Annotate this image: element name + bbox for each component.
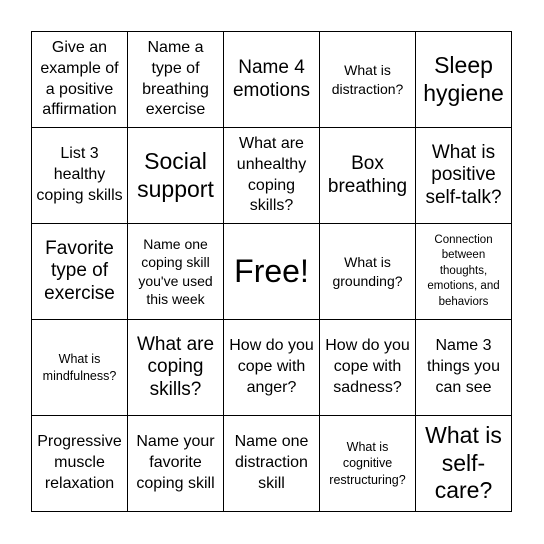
bingo-cell-r2c3[interactable] bbox=[224, 128, 320, 224]
bingo-cell-r2c4[interactable] bbox=[320, 128, 416, 224]
bingo-cell-r4c1[interactable] bbox=[32, 320, 128, 416]
cell-text: What is self-care? bbox=[425, 422, 502, 504]
bingo-cell-free[interactable] bbox=[224, 224, 320, 320]
bingo-cell-r5c1[interactable] bbox=[32, 416, 128, 512]
cell-text: Connection between thoughts, emotions, and behaviors bbox=[427, 233, 500, 308]
bingo-cell-r4c2[interactable] bbox=[128, 320, 224, 416]
cell-text: What is mindfulness? bbox=[42, 352, 117, 383]
cell-text: Name 4 emotions bbox=[232, 57, 311, 101]
bingo-cell-r2c5[interactable] bbox=[416, 128, 512, 224]
cell-text: Name your favorite coping skill bbox=[136, 433, 215, 492]
cell-text: What is positive self-talk? bbox=[425, 141, 502, 208]
bingo-cell-r3c4[interactable] bbox=[320, 224, 416, 320]
bingo-cell-r5c3[interactable] bbox=[224, 416, 320, 512]
free-space-label: Free! bbox=[234, 252, 309, 289]
cell-text: Give an example of a positive affirmation bbox=[40, 38, 119, 119]
cell-text: List 3 healthy coping skills bbox=[36, 145, 123, 204]
cell-text: What are coping skills? bbox=[136, 333, 215, 400]
bingo-cell-r5c2[interactable] bbox=[128, 416, 224, 512]
cell-text: Name one distraction skill bbox=[234, 433, 309, 492]
bingo-cell-r4c5[interactable] bbox=[416, 320, 512, 416]
cell-text: Favorite type of exercise bbox=[44, 237, 115, 304]
cell-text: Name a type of breathing exercise bbox=[142, 38, 209, 119]
bingo-cell-r3c2[interactable] bbox=[128, 224, 224, 320]
cell-text: Name one coping skill you've used this week bbox=[138, 236, 213, 307]
bingo-cell-r1c1[interactable] bbox=[32, 32, 128, 128]
cell-text: Name 3 things you can see bbox=[427, 337, 500, 396]
bingo-cell-r2c1[interactable] bbox=[32, 128, 128, 224]
cell-text: Box breathing bbox=[327, 153, 408, 197]
bingo-cell-r1c5[interactable] bbox=[416, 32, 512, 128]
cell-text: Social support bbox=[137, 147, 214, 202]
cell-text: What is cognitive restructuring? bbox=[329, 440, 406, 487]
bingo-cell-r3c5[interactable] bbox=[416, 224, 512, 320]
bingo-cell-r1c2[interactable] bbox=[128, 32, 224, 128]
cell-text: How do you cope with sadness? bbox=[325, 337, 410, 396]
cell-text: How do you cope with anger? bbox=[229, 337, 314, 396]
bingo-cell-r2c2[interactable] bbox=[128, 128, 224, 224]
cell-text: What is distraction? bbox=[331, 62, 404, 97]
cell-text: Sleep hygiene bbox=[423, 51, 504, 106]
bingo-cell-r3c1[interactable] bbox=[32, 224, 128, 320]
bingo-cell-r1c3[interactable] bbox=[224, 32, 320, 128]
bingo-cell-r5c5[interactable] bbox=[416, 416, 512, 512]
bingo-cell-r1c4[interactable] bbox=[320, 32, 416, 128]
bingo-cell-r4c3[interactable] bbox=[224, 320, 320, 416]
cell-text: What are unhealthy coping skills? bbox=[236, 134, 307, 215]
cell-text: Progressive muscle relaxation bbox=[37, 433, 122, 492]
cell-text: What is grounding? bbox=[332, 254, 403, 289]
bingo-cell-r4c4[interactable] bbox=[320, 320, 416, 416]
bingo-board bbox=[31, 31, 512, 512]
bingo-cell-r5c4[interactable] bbox=[320, 416, 416, 512]
